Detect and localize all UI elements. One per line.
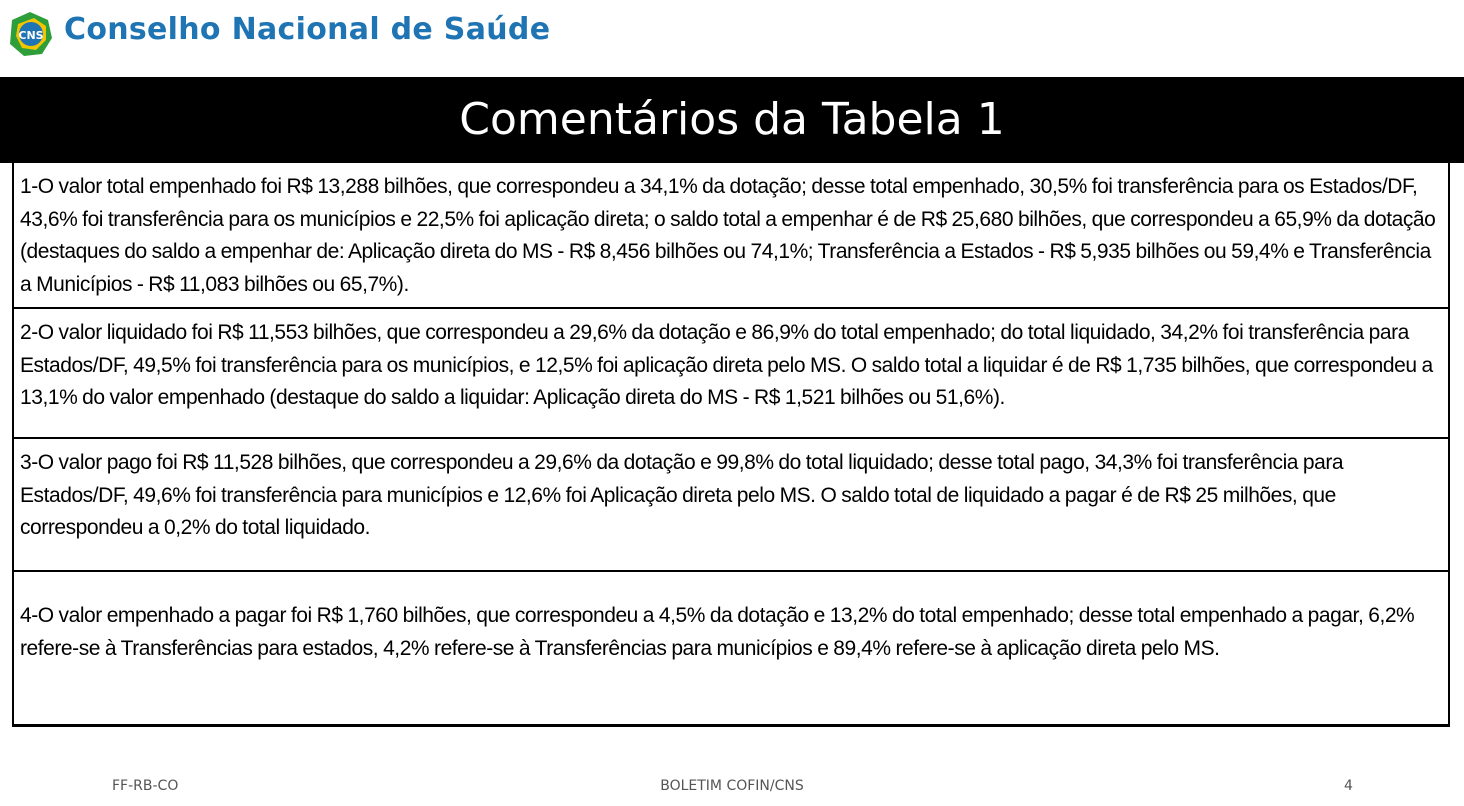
brand-name: Conselho Nacional de Saúde [64, 12, 551, 47]
svg-text:CNS: CNS [18, 29, 44, 42]
comment-cell [13, 308, 1449, 438]
comment-cell [13, 163, 1449, 308]
page-title: Comentários da Tabela 1 [459, 94, 1005, 145]
title-bar [0, 77, 1464, 163]
page-number: 4 [1344, 778, 1353, 794]
comments-table [12, 163, 1450, 727]
comment-row [13, 438, 1449, 571]
comment-cell [13, 571, 1449, 726]
comment-row [13, 308, 1449, 438]
footer-center-text: BOLETIM COFIN/CNS [660, 778, 804, 794]
comment-text: 4-O valor empenhado a pagar foi R$ 1,760 bilhões, que correspondeu a 4,5% da dotação e 13,2% do total empenhado; desse total empenhado a pagar, 6,2% refere-se à Transferências para estados, 4,2% refere-se à Transferências para municípios e 89,4% refere-se à aplicação direta pelo MS. [20, 604, 1415, 660]
cns-logo [4, 8, 56, 60]
comment-text: 3-O valor pago foi R$ 11,528 bilhões, que correspondeu a 29,6% da dotação e 99,8% do total liquidado; desse total pago, 34,3% foi transferência para Estados/DF, 49,6% foi transferência para municípios e 12,6% foi Aplicação direta pelo MS. O saldo total de liquidado a pagar é de R$ 25 milhões, que correspondeu a 0,2% do total liquidado. [20, 451, 1344, 539]
comment-text: 2-O valor liquidado foi R$ 11,553 bilhões, que correspondeu a 29,6% da dotação e 86,9% do total empenhado; do total liquidado, 34,2% foi transferência para Estados/DF, 49,5% foi transferência para os municípios, e 12,5% foi aplicação direta pelo MS. O saldo total a liquidar é de R$ 1,735 bilhões, que correspondeu a 13,1% do valor empenhado (destaque do saldo a liquidar: Aplicação direta do MS - R$ 1,521 bilhões ou 51,6%). [20, 321, 1433, 409]
comment-cell [13, 438, 1449, 571]
comment-row [13, 163, 1449, 308]
comment-text: 1-O valor total empenhado foi R$ 13,288 bilhões, que correspondeu a 34,1% da dotação; desse total empenhado, 30,5% foi transferência para os Estados/DF, 43,6% foi transferência para os municípios e 22,5% foi aplicação direta; o saldo total a empenhar é de R$ 25,680 bilhões, que correspondeu a 65,9% da dotação (destaques do saldo a empenhar de: Aplicação direta do MS - R$ 8,456 bilhões ou 74,1%; Transferência a Estados - R$ 5,935 bilhões ou 59,4% e Transferência a Municípios - R$ 11,083 bilhões ou 65,7%). [20, 175, 1436, 296]
footer-left-text: FF-RB-CO [112, 778, 179, 794]
comment-row [13, 571, 1449, 726]
